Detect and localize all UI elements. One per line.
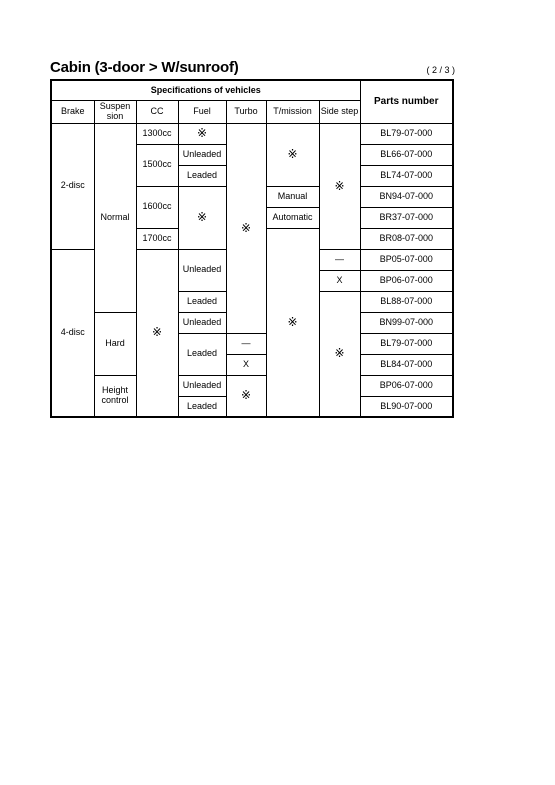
part-number: BP06-07-000: [360, 375, 453, 396]
col-header-side-step: Side step: [319, 100, 360, 123]
part-number: BN99-07-000: [360, 312, 453, 333]
fuel-cell: Unleaded: [178, 312, 226, 333]
turbo-cell: —: [226, 333, 266, 354]
cc-cell: ※: [136, 249, 178, 417]
page-title: Cabin (3-door > W/sunroof): [50, 59, 239, 76]
cc-cell: 1600cc: [136, 186, 178, 228]
side-step-cell: ※: [319, 123, 360, 249]
fuel-cell: ※: [178, 186, 226, 249]
col-header-suspension: Suspen sion: [94, 100, 136, 123]
fuel-cell: ※: [178, 123, 226, 144]
fuel-cell: Leaded: [178, 333, 226, 375]
parts-number-header: Parts number: [360, 80, 453, 123]
cc-cell: 1700cc: [136, 228, 178, 249]
turbo-cell: ※: [226, 123, 266, 333]
part-number: BP05-07-000: [360, 249, 453, 270]
cc-cell: 1300cc: [136, 123, 178, 144]
part-number: BL79-07-000: [360, 333, 453, 354]
spec-table: [50, 79, 454, 418]
fuel-cell: Unleaded: [178, 375, 226, 396]
fuel-cell: Leaded: [178, 396, 226, 417]
fuel-cell: Leaded: [178, 291, 226, 312]
transmission-cell: ※: [266, 228, 319, 417]
brake-cell: 4-disc: [51, 249, 94, 417]
turbo-cell: X: [226, 354, 266, 375]
part-number: BN94-07-000: [360, 186, 453, 207]
fuel-cell: Unleaded: [178, 249, 226, 291]
suspension-cell: Height control: [94, 375, 136, 417]
transmission-cell: ※: [266, 123, 319, 186]
col-header-brake: Brake: [51, 100, 94, 123]
turbo-cell: ※: [226, 375, 266, 417]
part-number: BL88-07-000: [360, 291, 453, 312]
fuel-cell: Leaded: [178, 165, 226, 186]
col-header-transmission: T/mission: [266, 100, 319, 123]
part-number: BL74-07-000: [360, 165, 453, 186]
side-step-cell: ※: [319, 291, 360, 417]
part-number: BL66-07-000: [360, 144, 453, 165]
transmission-cell: Automatic: [266, 207, 319, 228]
page-number: ( 2 / 3 ): [426, 65, 455, 75]
transmission-cell: Manual: [266, 186, 319, 207]
suspension-cell: Hard: [94, 312, 136, 375]
part-number: BL90-07-000: [360, 396, 453, 417]
fuel-cell: Unleaded: [178, 144, 226, 165]
part-number: BL84-07-000: [360, 354, 453, 375]
side-step-cell: —: [319, 249, 360, 270]
brake-cell: 2-disc: [51, 123, 94, 249]
part-number: BP06-07-000: [360, 270, 453, 291]
col-header-turbo: Turbo: [226, 100, 266, 123]
suspension-cell: Normal: [94, 123, 136, 312]
part-number: BL79-07-000: [360, 123, 453, 144]
part-number: BR08-07-000: [360, 228, 453, 249]
side-step-cell: X: [319, 270, 360, 291]
part-number: BR37-07-000: [360, 207, 453, 228]
col-header-fuel: Fuel: [178, 100, 226, 123]
spec-group-header: Specifications of vehicles: [51, 80, 360, 100]
col-header-cc: CC: [136, 100, 178, 123]
cc-cell: 1500cc: [136, 144, 178, 186]
